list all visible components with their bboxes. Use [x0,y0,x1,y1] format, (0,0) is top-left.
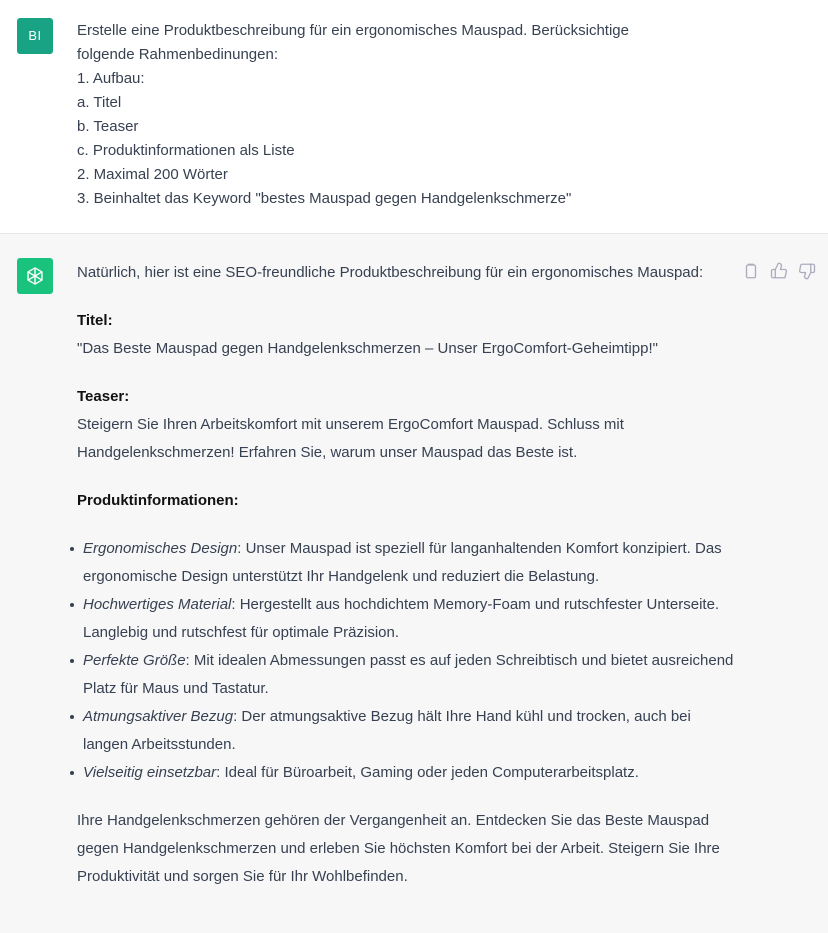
intro-paragraph: Natürlich, hier ist eine SEO-freundliche Produktbeschreibung für ein ergonomisches Mauspad: [77,264,704,281]
title-text: "Das Beste Mauspad gegen Handgelenkschmerzen – Unser ErgoComfort-Geheimtipp!" [77,340,658,357]
user-line: b. Teaser [77,118,139,135]
user-avatar: BI [17,18,53,54]
message-actions [742,262,816,280]
title-section [77,307,737,363]
item-text: : Mit idealen Abmessungen passt es auf jeden Schreibtisch und bietet ausreichend Platz für Maus und Tastatur. [83,652,734,697]
item-text: : Hergestellt aus hochdichtem Memory-Foam und rutschfester Unterseite. Langlebig und rutschfest für optimale Präzision. [83,596,720,641]
product-info-list [77,535,737,787]
list-item [77,703,737,759]
item-name: Perfekte Größe [83,652,186,669]
item-text: : Der atmungsaktive Bezug hält Ihre Hand kühl und trocken, auch bei langen Arbeitsstunden. [83,708,691,753]
info-section [77,487,737,515]
thumbs-down-icon[interactable] [798,262,816,280]
teaser-label: Teaser: [77,388,130,405]
thumbs-up-icon[interactable] [770,262,788,280]
list-item [77,535,737,591]
item-name: Atmungsaktiver Bezug [83,708,234,725]
user-line: 3. Beinhaltet das Keyword "bestes Mauspad gegen Handgelenkschmerze" [77,190,572,207]
list-item [77,759,737,787]
info-label: Produktinformationen: [77,492,239,509]
list-item [77,647,737,703]
list-item [77,591,737,647]
user-line: folgende Rahmenbedinungen: [77,46,278,63]
item-text: : Unser Mauspad ist speziell für langanhaltenden Komfort konzipiert. Das ergonomische Design unterstützt Ihr Handgelenk und reduziert die Belastung. [83,540,722,585]
user-message-text [77,19,697,211]
title-label: Titel: [77,312,113,329]
closing-paragraph: Ihre Handgelenkschmerzen gehören der Vergangenheit an. Entdecken Sie das Beste Mauspad gegen Handgelenkschmerzen und erleben Sie höchsten Komfort bei der Arbeit. Steigern Sie Ihre Produktivität und sorgen Sie für Ihr Wohlbefinden. [77,812,720,885]
item-name: Vielseitig einsetzbar [83,764,217,781]
user-line: c. Produktinformationen als Liste [77,142,295,159]
item-name: Ergonomisches Design [83,540,238,557]
openai-logo-icon [17,258,53,294]
user-message [0,0,828,234]
teaser-text: Steigern Sie Ihren Arbeitskomfort mit unserem ErgoComfort Mauspad. Schluss mit Handgelenkschmerzen! Erfahren Sie, warum unser Mauspad das Beste ist. [77,416,624,461]
user-line: 1. Aufbau: [77,70,145,87]
user-line: a. Titel [77,94,122,111]
user-line: 2. Maximal 200 Wörter [77,166,228,183]
item-text: : Ideal für Büroarbeit, Gaming oder jeden Computerarbeitsplatz. [216,764,639,781]
assistant-message-text [77,259,737,891]
user-line: Erstelle eine Produktbeschreibung für ein ergonomisches Mauspad. Berücksichtige [77,22,629,39]
teaser-section [77,383,737,467]
item-name: Hochwertiges Material [83,596,232,613]
clipboard-icon[interactable] [742,262,760,280]
